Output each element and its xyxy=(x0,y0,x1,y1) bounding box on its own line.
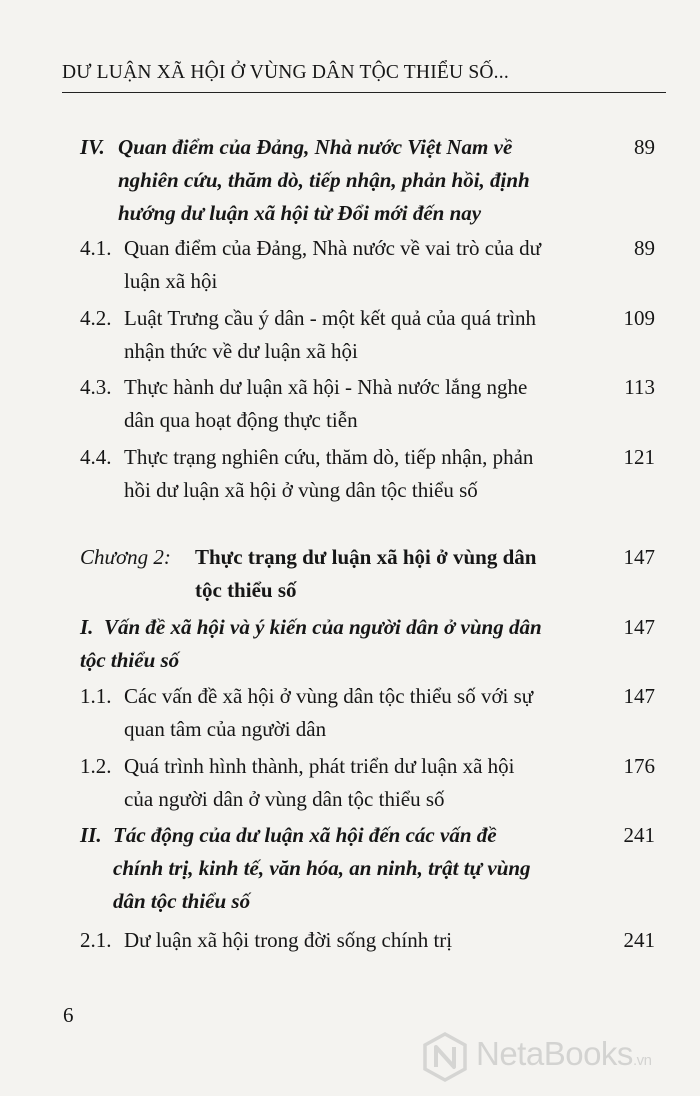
toc-entry-title: Vấn đề xã hội và ý kiến của người dân ở vùng dân tộc thiểu số xyxy=(80,615,542,672)
toc-entry-title: Thực hành dư luận xã hội - Nhà nước lắng nghe dân qua hoạt động thực tiễn xyxy=(124,375,528,432)
toc-entry-number: 1.2. xyxy=(80,754,112,778)
toc-entry-number: I. xyxy=(80,615,94,639)
toc-entry-page: 121 xyxy=(623,445,655,469)
header-rule xyxy=(62,92,666,93)
toc-entry-page: 109 xyxy=(623,306,655,330)
toc-entry-number: 2.1. xyxy=(80,928,112,952)
toc-entry-page: 147 xyxy=(623,615,655,639)
toc-entry-title: Quan điểm của Đảng, Nhà nước về vai trò của dư luận xã hội xyxy=(124,236,541,293)
running-header: DƯ LUẬN XÃ HỘI Ở VÙNG DÂN TỘC THIỂU SỐ... xyxy=(62,62,509,83)
toc-entry-page: 147 xyxy=(623,684,655,708)
toc-entry-number: Chương 2: xyxy=(80,545,171,569)
toc-entry-title: Luật Trưng cầu ý dân - một kết quả của quá trình nhận thức về dư luận xã hội xyxy=(124,306,537,363)
toc-entry-number: II. xyxy=(80,823,102,847)
toc-entry-page: 113 xyxy=(624,375,655,399)
toc-entry-title: Tác động của dư luận xã hội đến các vấn đề chính trị, kinh tế, văn hóa, an ninh, trật tự vùng dân tộc thiểu số xyxy=(113,823,531,913)
toc-entry-number: 1.1. xyxy=(80,684,112,708)
toc-entry-page: 241 xyxy=(623,928,655,952)
watermark xyxy=(420,1030,690,1086)
page-number: 6 xyxy=(63,1003,74,1027)
toc-entry-number: IV. xyxy=(80,135,105,159)
toc-entry-page: 176 xyxy=(623,754,655,778)
toc-entry-title: Thực trạng dư luận xã hội ở vùng dân tộc thiểu số xyxy=(195,545,537,602)
toc-entry-number: 4.1. xyxy=(80,236,112,260)
toc-entry-page: 89 xyxy=(634,236,655,260)
toc-entry-number: 4.4. xyxy=(80,445,112,469)
toc-entry-page: 89 xyxy=(634,135,655,159)
toc-entry-page: 147 xyxy=(623,545,655,569)
watermark-brand: NetaBooks.vn xyxy=(476,1035,652,1072)
toc-entry-title: Quan điểm của Đảng, Nhà nước Việt Nam về nghiên cứu, thăm dò, tiếp nhận, phản hồi, định hướng dư luận xã hội từ Đổi mới đến nay xyxy=(118,135,530,225)
toc-entry-title: Dư luận xã hội trong đời sống chính trị xyxy=(124,928,453,952)
toc-entry-title: Quá trình hình thành, phát triển dư luận xã hội của người dân ở vùng dân tộc thiểu số xyxy=(124,754,515,811)
watermark-tld: .vn xyxy=(632,1052,652,1069)
toc-entry-number: 4.2. xyxy=(80,306,112,330)
netabooks-logo-icon xyxy=(420,1032,470,1082)
toc-entry-page: 241 xyxy=(623,823,655,847)
toc-entry-number: 4.3. xyxy=(80,375,112,399)
toc-entry-title: Thực trạng nghiên cứu, thăm dò, tiếp nhận, phản hồi dư luận xã hội ở vùng dân tộc thiểu số xyxy=(124,445,534,502)
toc-entry-title: Các vấn đề xã hội ở vùng dân tộc thiểu số với sự quan tâm của người dân xyxy=(124,684,534,741)
